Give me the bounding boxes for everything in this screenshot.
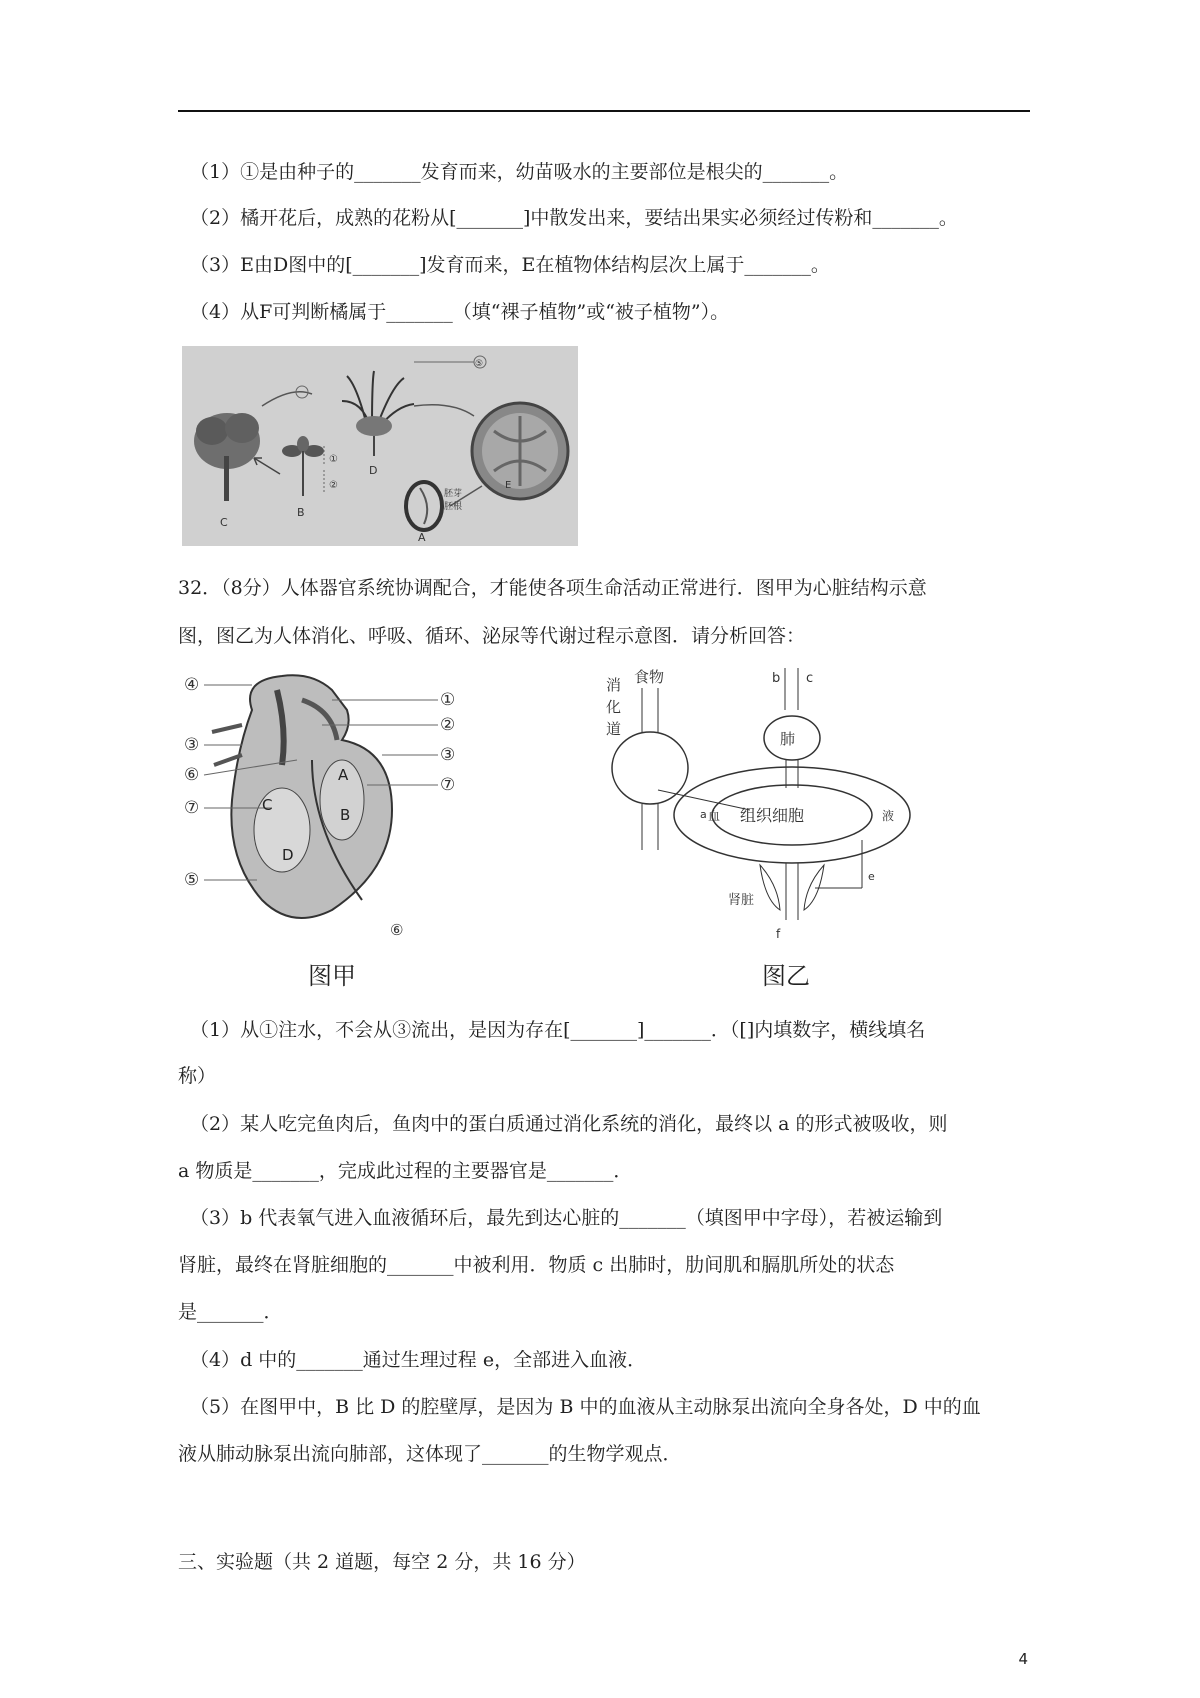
page-number: 4 [1018, 1650, 1028, 1668]
q32-s4-line: （4）d 中的_______通过生理过程 e，全部进入血液． [190, 1349, 647, 1371]
heart-label-7-left: ⑦ [184, 798, 200, 818]
heart-label-d: D [282, 846, 294, 864]
heart-label-3-right: ③ [440, 745, 456, 765]
label-e: E [505, 480, 512, 491]
q31-line-2: （2）橘开花后，成熟的花粉从[_______]中散发出来，要结出果实必须经过传粉和_______。 [190, 207, 958, 229]
heart-label-2: ② [440, 715, 456, 735]
q32-s2-line-2: a 物质是_______，完成此过程的主要器官是_______． [178, 1160, 633, 1182]
q31-line-4: （4）从F可判断橘属于_______（填“裸子植物”或“被子植物”）。 [190, 301, 730, 323]
q32-intro-line-1: 32．（8分）人体器官系统协调配合，才能使各项生命活动正常进行．图甲为心脏结构示意 [178, 577, 927, 599]
tract-label-3: 道 [606, 720, 622, 738]
tract-label-1: 消 [606, 676, 622, 694]
heart-label-3-left: ③ [184, 735, 200, 755]
label-c: C [220, 516, 228, 529]
q32-intro-line-2: 图，图乙为人体消化、呼吸、循环、泌尿等代谢过程示意图．请分析回答： [178, 625, 806, 647]
food-label: 食物 [634, 668, 665, 686]
plant-life-cycle-figure [182, 346, 578, 546]
q32-s1-line-2: 称） [178, 1065, 217, 1087]
label-embryo-bud: 胚芽 [444, 489, 463, 499]
q32-s3-line-3: 是_______． [178, 1301, 283, 1323]
heart-label-a: A [338, 766, 349, 784]
heart-label-c: C [262, 796, 273, 814]
label-a: A [418, 531, 426, 544]
label-2: ② [329, 480, 338, 491]
heart-label-6-left: ⑥ [184, 765, 200, 785]
label-d: D [369, 464, 378, 477]
label-1: ① [329, 454, 338, 465]
heart-label-6-bottom: ⑥ [390, 921, 404, 939]
metabolism-figure-caption: 图乙 [762, 962, 810, 990]
heart-label-5: ⑤ [184, 870, 200, 890]
heart-figure-caption: 图甲 [308, 962, 356, 990]
kidney-label: 肾脏 [728, 893, 755, 908]
metabolism-diagram-figure [600, 660, 950, 950]
section-3-heading: 三、实验题（共 2 道题，每空 2 分，共 16 分） [178, 1551, 586, 1573]
fluid-label: 液 [882, 809, 895, 823]
letter-b: b [772, 671, 781, 686]
letter-a: a [700, 808, 707, 821]
tract-label-2: 化 [606, 698, 622, 716]
q32-s5-line-1: （5）在图甲中，B 比 D 的腔壁厚，是因为 B 中的血液从主动脉泵出流向全身各处，D 中的血 [190, 1396, 981, 1418]
header-rule [178, 110, 1030, 112]
q32-s2-line-1: （2）某人吃完鱼肉后，鱼肉中的蛋白质通过消化系统的消化，最终以 a 的形式被吸收，则 [190, 1113, 948, 1135]
letter-f: f [776, 927, 781, 941]
q32-s5-line-2: 液从肺动脉泵出流向肺部，这体现了_______的生物学观点． [178, 1443, 682, 1465]
tissue-cells-label: 组织细胞 [740, 806, 805, 825]
q32-s3-line-1: （3）b 代表氧气进入血液循环后，最先到达心脏的_______（填图甲中字母），若被运输到 [190, 1207, 943, 1229]
heart-label-b: B [340, 806, 351, 824]
heart-label-4: ④ [184, 675, 200, 695]
heart-label-1: ① [440, 690, 456, 710]
q32-s3-line-2: 肾脏，最终在肾脏细胞的_______中被利用．物质 c 出肺时，肋间肌和膈肌所处的状态 [178, 1254, 895, 1276]
blood-label: 血 [708, 809, 721, 823]
q31-line-1: （1）①是由种子的_______发育而来，幼苗吸水的主要部位是根尖的_______。 [190, 161, 849, 183]
q32-s1-line-1: （1）从①注水，不会从③流出，是因为存在[_______]_______．（[]内填数字，横线填名 [190, 1019, 926, 1041]
heart-structure-figure [182, 670, 472, 940]
heart-label-7-right: ⑦ [440, 775, 456, 795]
letter-e: e [868, 870, 875, 883]
heart-drawing [212, 675, 392, 918]
lung-label: 肺 [780, 730, 796, 748]
fruit-e-drawing [472, 403, 568, 499]
label-embryo-root: 胚根 [444, 502, 463, 512]
letter-c: c [806, 671, 814, 686]
label-5: ⑤ [475, 359, 484, 369]
label-b: B [297, 506, 305, 519]
q31-line-3: （3）E由D图中的[_______]发育而来，E在植物体结构层次上属于_______。 [190, 254, 830, 276]
